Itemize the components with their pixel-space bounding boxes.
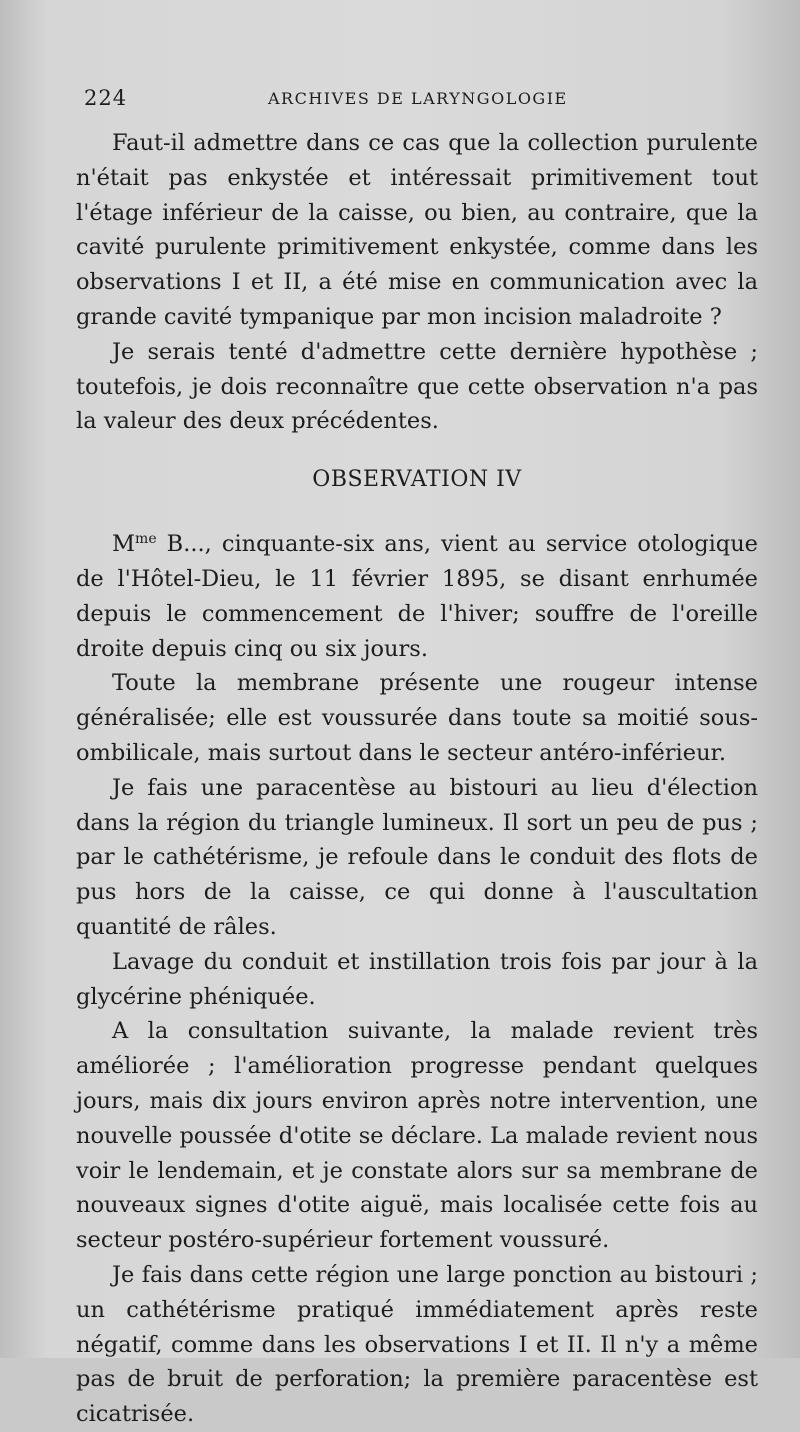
journal-title: ARCHIVES DE LARYNGOLOGIE [268,89,568,108]
paragraph-5: Lavage du conduit et instillation trois fois par jour à la glycérine phéniquée. [76,948,758,1010]
paragraph-3: Toute la membrane présente une rougeur intense généralisée; elle est voussurée dans toute sa moitié sous-ombilicale, mais surtout dans le secteur antéro-inférieur. [76,670,758,766]
text-block [76,126,758,1432]
section-heading: OBSERVATION IV [312,467,522,493]
paragraph-1: Faut-il admettre dans ce cas que la collection purulente n'était pas enkystée et intéressait primitivement tout l'étage inférieur de la caisse, ou bien, au contraire, que la cavité purulente primitivement enkystée, comme dans les observations I et II, a été mise en communication avec la grande cavité tympanique par mon incision maladroite ? [76,130,758,330]
observation-intro-text: B..., cinquante-six ans, vient au service otologique de l'Hôtel-Dieu, le 11 février 1895, se disant enrhumée depuis le commencement de l'hiver; souffre de l'oreille droite depuis cinq ou six jours. [76,531,758,662]
paragraph-observation-intro [76,522,758,666]
paragraph-7: Je fais dans cette région une large ponction au bistouri ; un cathétérisme pratiqué immédiatement après reste négatif, comme dans les observations I et II. Il n'y a même pas de bruit de perforation; la première paracentèse est cicatrisée. [76,1261,758,1428]
paragraph-2: Je serais tenté d'admettre cette dernière hypothèse ; toutefois, je dois reconnaître que cette observation n'a pas la valeur des deux précédentes. [76,338,758,435]
paragraph-4: Je fais une paracentèse au bistouri au lieu d'élection dans la région du triangle lumineux. Il sort un peu de pus ; par le cathétérisme, je refoule dans le conduit des flots de pus hors de la caisse, ce qui donne à l'auscultation quantité de râles. [76,774,758,940]
page-number: 224 [84,86,128,110]
running-head [84,86,744,110]
salutation: M [112,531,136,558]
salutation-superscript: me [135,531,157,548]
paragraph-6: A la consultation suivante, la malade revient très améliorée ; l'amélioration progresse pendant quelques jours, mais dix jours environ après notre intervention, une nouvelle poussée d'otite se déclare. La malade revient nous voir le lendemain, et je constate alors sur sa membrane de nouveaux signes d'otite aiguë, mais localisée cette fois au secteur postéro-supérieur fortement voussuré. [76,1018,758,1254]
